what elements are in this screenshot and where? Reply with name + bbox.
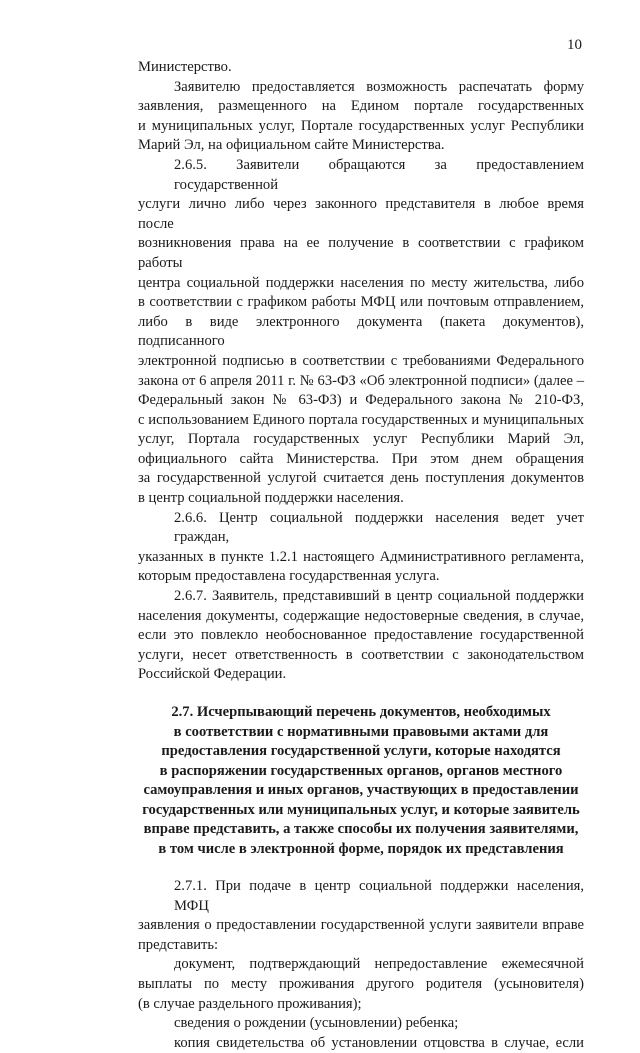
text-line: в соответствии с графиком работы МФЦ или почтовым отправлением,	[138, 294, 584, 311]
text-line: Министерство.	[138, 59, 232, 75]
text-line: 2.6.7. Заявитель, представивший в центр социальной поддержки	[174, 588, 584, 605]
text-line: заявления о предоставлении государственной услуги заявители вправе	[138, 917, 584, 934]
text-line: 2.6.5. Заявители обращаются за предоставлением государственной	[174, 156, 584, 193]
text-line: за государственной услугой считается день поступления документов	[138, 470, 584, 487]
paragraph-document-item	[138, 955, 584, 1014]
text-line: услуги, несет ответственность в соответствии с законодательством	[138, 646, 584, 663]
paragraph-print-form	[138, 78, 584, 156]
paragraph-2-6-7	[138, 587, 584, 685]
heading-line: 2.7. Исчерпывающий перечень документов, необходимых	[171, 704, 551, 720]
text-line: либо в виде электронного документа (пакета документов), подписанного	[138, 313, 584, 350]
paragraph-2-6-5	[138, 156, 584, 509]
text-line: 2.6.6. Центр социальной поддержки населения ведет учет граждан,	[174, 509, 584, 546]
page-number: 10	[567, 37, 582, 53]
text-line: копия свидетельства об установлении отцовства в случае, если	[174, 1034, 584, 1051]
text-line: указанных в пункте 1.2.1 настоящего Административного регламента,	[138, 548, 584, 565]
text-line: Заявителю предоставляется возможность распечатать форму	[174, 78, 584, 95]
paragraph-ministry	[138, 58, 584, 78]
heading-line: вправе представить, а также способы их получения заявителями,	[143, 821, 579, 837]
text-line: официального сайта Министерства. При этом днем обращения	[138, 450, 584, 467]
heading-line: в распоряжении государственных органов, органов местного	[159, 762, 563, 779]
text-line: 2.7.1. При подаче в центр социальной поддержки населения, МФЦ	[174, 878, 584, 914]
text-line: документ, подтверждающий непредоставление ежемесячной	[174, 956, 584, 973]
text-line: услуги лично либо через законного представителя в любое время после	[138, 196, 584, 232]
heading-line: в соответствии с нормативными правовыми актами для	[173, 723, 549, 740]
paragraph-paternity-item	[138, 1034, 584, 1053]
heading-line: государственных или муниципальных услуг, и которые заявитель	[142, 801, 580, 818]
text-line: сведения о рождении (усыновлении) ребенка;	[174, 1015, 459, 1032]
text-line: которым предоставлена государственная услуга.	[138, 568, 440, 585]
paragraph-birth-info-item	[138, 1014, 584, 1034]
text-line: заявления, размещенного на Едином портале государственных	[138, 98, 584, 115]
text-line: в центр социальной поддержки населения.	[138, 490, 404, 507]
heading-line: в том числе в электронной форме, порядок их представления	[158, 840, 564, 857]
text-line: услуг, Портала государственных услуг Республики Марий Эл,	[138, 431, 584, 448]
section-heading-2-7	[138, 703, 584, 859]
text-line: Марий Эл, на официальном сайте Министерства.	[138, 137, 445, 154]
text-line: электронной подписью в соответствии с требованиями Федерального	[138, 352, 584, 369]
text-line: и муниципальных услуг, Портале государственных услуг Республики	[138, 117, 584, 134]
text-line: если это повлекло необоснованное предоставление государственной	[138, 627, 584, 644]
text-line: с использованием Единого портала государственных и муниципальных	[138, 411, 584, 428]
text-line: Федеральный закон № 63-ФЗ) и Федерального закона № 210-ФЗ,	[138, 392, 584, 409]
text-line: центра социальной поддержки населения по месту жительства, либо	[138, 274, 584, 291]
text-line: населения документы, содержащие недостоверные сведения, в случае,	[138, 607, 584, 624]
paragraph-2-7-1	[138, 877, 584, 955]
text-line: (в случае раздельного проживания);	[138, 995, 362, 1012]
text-line: возникновения права на ее получение в соответствии с графиком работы	[138, 235, 584, 271]
text-line: представить:	[138, 936, 219, 953]
text-line: выплаты по месту проживания другого родителя (усыновителя)	[138, 975, 584, 992]
document-body	[138, 58, 584, 1053]
paragraph-2-6-6	[138, 509, 584, 587]
text-line: закона от 6 апреля 2011 г. № 63-ФЗ «Об электронной подписи» (далее –	[138, 372, 584, 389]
heading-line: самоуправления и иных органов, участвующих в предоставлении	[143, 782, 579, 798]
text-line: Российской Федерации.	[138, 666, 287, 683]
heading-line: предоставления государственной услуги, которые находятся	[161, 743, 561, 759]
